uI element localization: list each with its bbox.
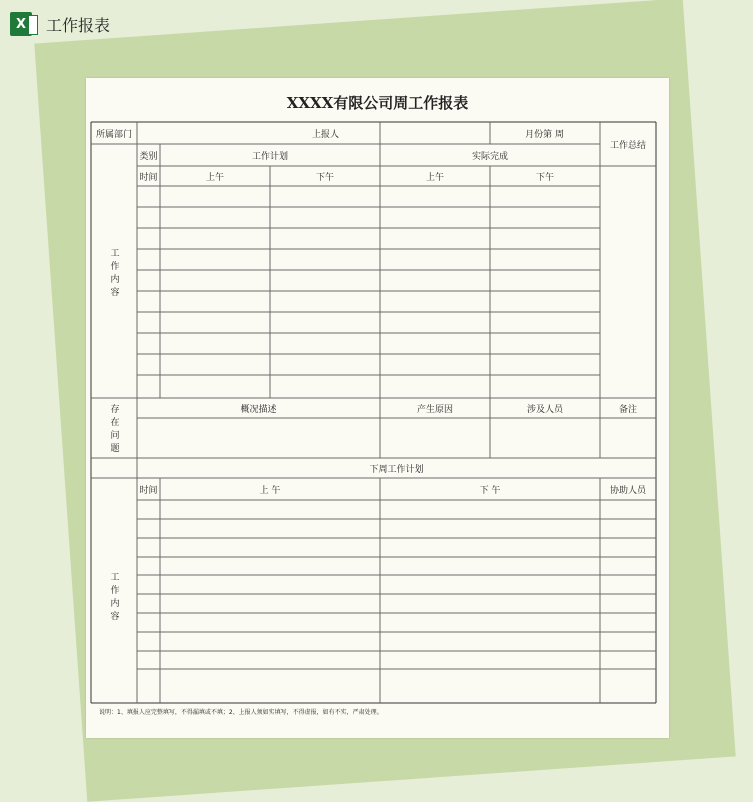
next-work-content-label: 工作内容 xyxy=(110,573,120,622)
work-content-label: 工作内容 xyxy=(110,249,120,298)
plan-label: 工作计划 xyxy=(251,151,288,162)
next-am-label: 上 午 xyxy=(259,485,281,496)
reporter-label: 上报人 xyxy=(311,129,339,140)
actual-am-label: 上午 xyxy=(425,172,444,183)
assist-label: 协助人员 xyxy=(609,485,646,496)
remark-label: 备注 xyxy=(618,404,637,415)
plan-pm-label: 下午 xyxy=(315,172,334,183)
next-week-title: 下周工作计划 xyxy=(369,464,424,475)
actual-pm-label: 下午 xyxy=(535,172,554,183)
period-label: 月份第 周 xyxy=(525,129,564,140)
next-pm-label: 下 午 xyxy=(479,485,501,496)
plan-am-label: 上午 xyxy=(205,172,224,183)
department-label: 所属部门 xyxy=(95,129,132,140)
summary-label: 工作总结 xyxy=(609,140,646,151)
footer-note: 说明：1、填报人应完整填写，不得漏填或不填；2、上报人须如实填写，不得虚报，如有不实，严肃处理。 xyxy=(99,709,383,716)
people-label: 涉及人员 xyxy=(526,404,563,415)
actual-label: 实际完成 xyxy=(471,151,508,162)
time-label: 时间 xyxy=(139,172,158,183)
category-label: 类别 xyxy=(139,151,158,162)
next-time-label: 时间 xyxy=(139,485,158,496)
app-header xyxy=(10,12,110,36)
report-sheet xyxy=(86,78,669,738)
app-title: 工作报表 xyxy=(46,15,111,35)
excel-icon: X xyxy=(10,12,32,36)
report-title: XXXX有限公司周工作报表 xyxy=(286,94,469,112)
overview-label: 概况描述 xyxy=(240,404,277,415)
cause-label: 产生原因 xyxy=(416,404,453,415)
problems-label: 存在问题 xyxy=(110,405,120,454)
